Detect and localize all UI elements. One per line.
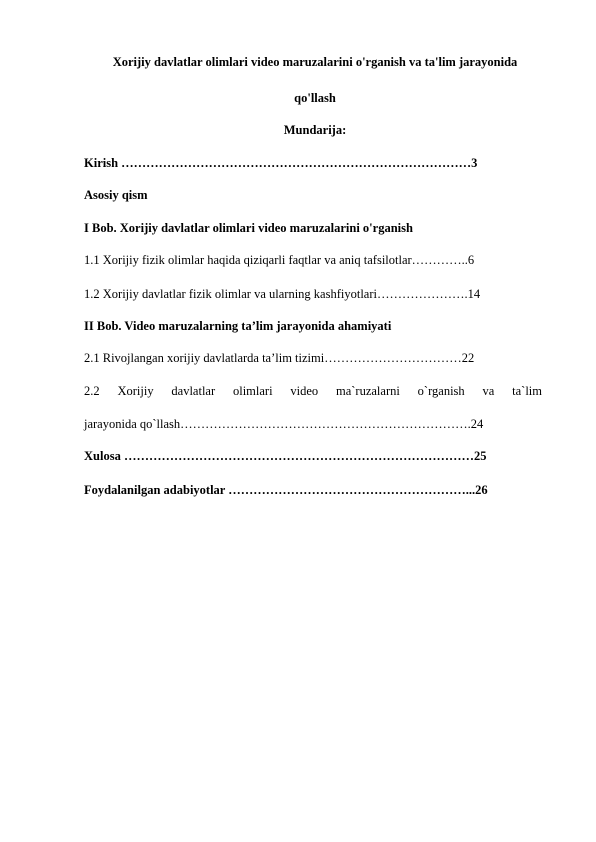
toc-entry-chapter-2: II Bob. Video maruzalarning ta’lim jarayonida ahamiyati <box>84 319 392 333</box>
document-title-line-2: qo'llash <box>294 91 336 105</box>
toc-heading: Mundarija: <box>283 123 347 137</box>
toc-entry-chapter-1: I Bob. Xorijiy davlatlar olimlari video maruzalarini o'rganish <box>84 221 413 235</box>
toc-entry-2-2-line-1: 2.2 Xorijiy davlatlar olimlari video ma`ruzalarni o`rganish va ta`lim <box>84 384 542 398</box>
toc-entry-xulosa: Xulosa …………………………………………………………………………25 <box>84 449 487 463</box>
toc-entry-2-1: 2.1 Rivojlangan xorijiy davlatlarda ta’lim tizimi……………………………22 <box>84 351 475 365</box>
toc-entry-1-1: 1.1 Xorijiy fizik olimlar haqida qiziqarli faqtlar va aniq tafsilotlar…………..6 <box>84 253 475 267</box>
toc-entry-1-2: 1.2 Xorijiy davlatlar fizik olimlar va ularning kashfiyotlari………………….14 <box>84 287 481 301</box>
toc-entry-kirish: Kirish …………………………………………………………………………3 <box>84 156 478 170</box>
toc-entry-asosiy-qism: Asosiy qism <box>84 188 148 202</box>
toc-entry-2-2-line-2: jarayonida qo`llash…………………………………………………………….24 <box>84 417 484 431</box>
document-title-line-1: Xorijiy davlatlar olimlari video maruzalarini o'rganish va ta'lim jarayonida <box>112 55 518 69</box>
toc-entry-adabiyotlar: Foydalanilgan adabiyotlar …………………………………………………...26 <box>84 483 488 497</box>
